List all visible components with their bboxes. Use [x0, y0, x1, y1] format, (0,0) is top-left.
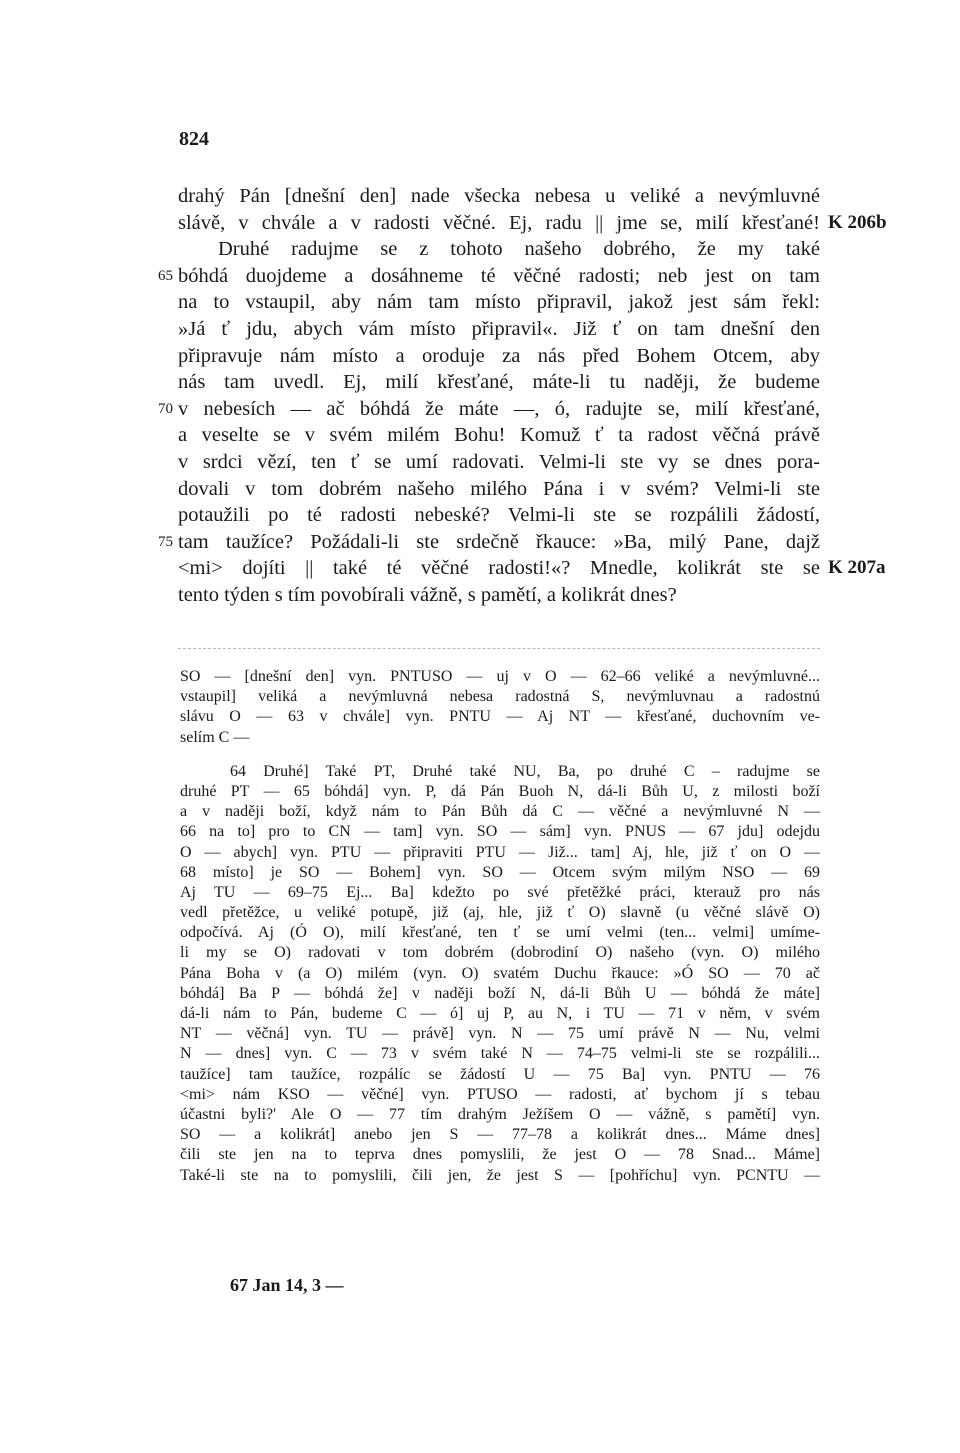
note-line: 64 Druhé] Také PT, Druhé také NU, Ba, po druhé C – radujme se: [230, 762, 820, 780]
text-line: [178, 316, 820, 343]
text-line: [178, 476, 820, 503]
note-line: Aj TU — 69–75 Ej... Ba] kdežto po své přetěžké práci, kterauž pro nás: [180, 883, 820, 901]
note-line: druhé PT — 65 bóhdá] vyn. P, dá Pán Buoh N, dá-li Bůh U, z milosti boží: [180, 782, 820, 800]
line-text: v nebesích — ač bóhdá že máte —, ó, radujte se, milí křesťané,: [178, 397, 820, 420]
text-line: [178, 449, 820, 476]
text-line: [178, 369, 820, 396]
note-line: dá-li nám to Pán, budeme C — ó] uj P, au N, i TU — 71 v něm, v svém: [180, 1005, 820, 1022]
note-line: vstaupil] veliká a nevýmluvná nebesa radostná S, nevýmluvnau a radostnú: [180, 688, 820, 706]
margin-reference: K 206b: [828, 211, 887, 233]
line-number: 65: [158, 267, 173, 284]
text-line: [178, 555, 886, 582]
note-line: N — dnes] vyn. C — 73 v svém také N — 74–75 velmi-li ste se rozpálili...: [180, 1045, 820, 1063]
line-text: a veselte se v svém milém Bohu! Komuž ť ta radost věčná právě: [178, 424, 820, 447]
margin-reference: K 207a: [828, 557, 886, 579]
note-line: Pána Boha v (a O) milém (vyn. O) svatém Duchu řkauce: »Ó SO — 70 ač: [180, 964, 820, 982]
note-line: čili ste jen na to teprva dnes pomyslili, že jest O — 78 Snad... Máme]: [180, 1146, 820, 1164]
page-number: 824: [179, 128, 209, 150]
line-text: tam taužíce? Požádali-li ste srdečně řkauce: »Ba, milý Pane, dajž: [178, 530, 820, 553]
note-line: SO — a kolikrát] anebo jen S — 77–78 a kolikrát dnes... Máme dnes]: [180, 1126, 820, 1144]
line-number: 75: [158, 533, 173, 550]
note-line: bóhdá] Ba P — bóhdá že] v naději boží N, dá-li Bůh U — bóhdá že máte]: [180, 984, 820, 1002]
note-line: odpočívá. Aj (Ó O), milí křesťané, ten ť se umí velmi (ten... velmi] umíme-: [180, 924, 820, 942]
text-line: [178, 582, 820, 609]
note-line: O — abych] vyn. PTU — připraviti PTU — Již... tam] Aj, hle, již ť on O —: [180, 843, 820, 861]
line-text: v srdci vězí, ten ť se umí radovati. Velmi-li ste vy se dnes pora-: [178, 450, 820, 473]
note-line: selím C —: [180, 728, 250, 746]
text-line: [178, 210, 887, 237]
text-line: [158, 529, 820, 556]
line-text: tento týden s tím povobírali vážně, s pamětí, a kolikrát dnes?: [178, 583, 677, 606]
text-line: [158, 396, 820, 423]
text-line: [178, 422, 820, 449]
note-line: Také-li ste na to pomyslili, čili jen, že jest S — [pohříchu] vyn. PCNTU —: [180, 1166, 820, 1184]
note-line: 68 místo] je SO — Bohem] vyn. SO — Otcem svým milým NSO — 69: [180, 863, 820, 881]
line-number: 70: [158, 400, 173, 417]
note-line: slávu O — 63 v chvále] vyn. PNTU — Aj NT — křesťané, duchovním ve-: [180, 708, 820, 726]
line-text: <mi> dojíti || také té věčné radosti!«? Mnedle, kolikrát ste se: [178, 557, 820, 580]
note-line: li my se O) radovati v tom dobrém (dobrodiní O) našeho (vyn. O) milého: [180, 944, 820, 962]
text-line: [158, 263, 820, 290]
note-line: taužíce] tam taužíce, rozpálíc se žádostí U — 75 Ba] vyn. PNTU — 76: [180, 1065, 820, 1083]
note-line: a v naději boží, když nám to Pán Bůh dá C — věčné a nevýmluvné N —: [180, 803, 820, 821]
bible-reference-footnote: 67 Jan 14, 3 —: [230, 1275, 344, 1295]
text-line: [178, 343, 820, 370]
line-text: slávě, v chvále a v radosti věčné. Ej, radu || jme se, milí křesťané!: [178, 211, 820, 234]
note-line: <mi> nám KSO — věčné] vyn. PTUSO — radosti, ať bychom jí s tebau: [180, 1085, 820, 1103]
text-line: [178, 236, 820, 263]
note-line: účastni byli?' Ale O — 77 tím drahým Ježíšem O — vážně, s pamětí] vyn.: [180, 1105, 820, 1123]
separator-rule: [178, 648, 820, 649]
critical-apparatus: [180, 667, 820, 1186]
line-text: nás tam uvedl. Ej, milí křesťané, máte-li tu naději, že budeme: [178, 371, 820, 394]
note-line: SO — [dnešní den] vyn. PNTUSO — uj v O — 62–66 veliké a nevýmluvné...: [180, 668, 820, 685]
text-line: [178, 183, 820, 210]
note-line: 66 na to] pro to CN — tam] vyn. SO — sám] vyn. PNUS — 67 jdu] odejdu: [180, 823, 820, 841]
note-line: vedl přetěžce, u veliké potupě, již (aj, hle, již ť O) slavně (u věčné slávě O): [180, 904, 820, 922]
line-text: »Já ť jdu, abych vám místo připravil«. Již ť on tam dnešní den: [178, 317, 820, 340]
main-text: [158, 183, 887, 609]
line-text: potaužili po té radosti nebeské? Velmi-li ste se rozpálili žádostí,: [178, 504, 820, 527]
line-text: Druhé radujme se z tohoto našeho dobrého, že my také: [218, 238, 820, 261]
line-text: bóhdá duojdeme a dosáhneme té věčné radosti; neb jest on tam: [178, 264, 820, 287]
line-text: na to vstaupil, aby nám tam místo připravil, jakož jest sám řekl:: [178, 291, 820, 314]
note-line: NT — věčná] vyn. TU — právě] vyn. N — 75 umí právě N — Nu, velmi: [180, 1025, 820, 1043]
text-line: [178, 289, 820, 316]
text-line: [178, 502, 820, 529]
line-text: drahý Pán [dnešní den] nade všecka nebesa u veliké a nevýmluvné: [178, 185, 820, 207]
line-text: připravuje nám místo a oroduje za nás před Bohem Otcem, aby: [178, 344, 820, 367]
line-text: dovali v tom dobrém našeho milého Pána i v svém? Velmi-li ste: [178, 477, 820, 500]
